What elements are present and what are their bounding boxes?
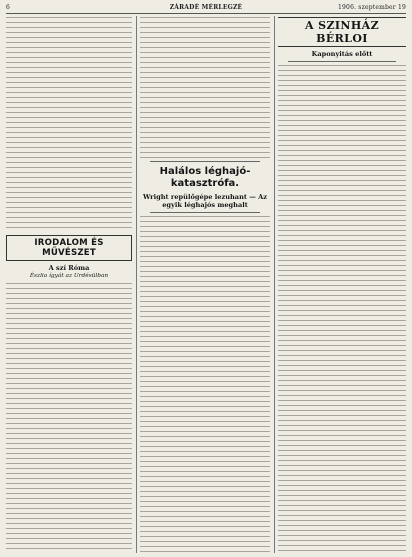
article-subtitle: Észlia ígyát az Urdésülban — [29, 273, 109, 279]
divider — [150, 161, 260, 162]
page-number: 6 — [6, 4, 11, 11]
divider — [288, 61, 396, 62]
text-block — [278, 65, 406, 553]
column-3 — [278, 17, 406, 553]
issue-date: 1906. szeptember 19 — [338, 4, 406, 11]
headline-subtitle: Wright repülőgépe lezuhant — Az egyik léghajós meghalt — [143, 193, 267, 209]
text-block — [6, 283, 132, 553]
column-1 — [6, 17, 132, 553]
article-title: A SZINHÁZ BÉRLOI — [278, 17, 406, 47]
text-block — [140, 216, 270, 553]
headline: Halálos léghajó-katasztrófa. — [159, 166, 251, 189]
divider — [150, 212, 260, 213]
running-header — [6, 3, 406, 14]
column-rule — [136, 16, 137, 553]
column-rule — [274, 16, 275, 553]
section-heading: IRODALOM ÉS MŰVÉSZET — [6, 235, 132, 261]
column-2 — [140, 17, 270, 553]
text-block — [140, 17, 270, 159]
text-block — [6, 17, 132, 229]
article-subtitle: Kaponyitás előtt — [311, 50, 373, 58]
article-title: A szí Róma — [48, 264, 90, 272]
newspaper-name: ZÁRADÉ MÉRLEGZÉ — [169, 4, 243, 11]
